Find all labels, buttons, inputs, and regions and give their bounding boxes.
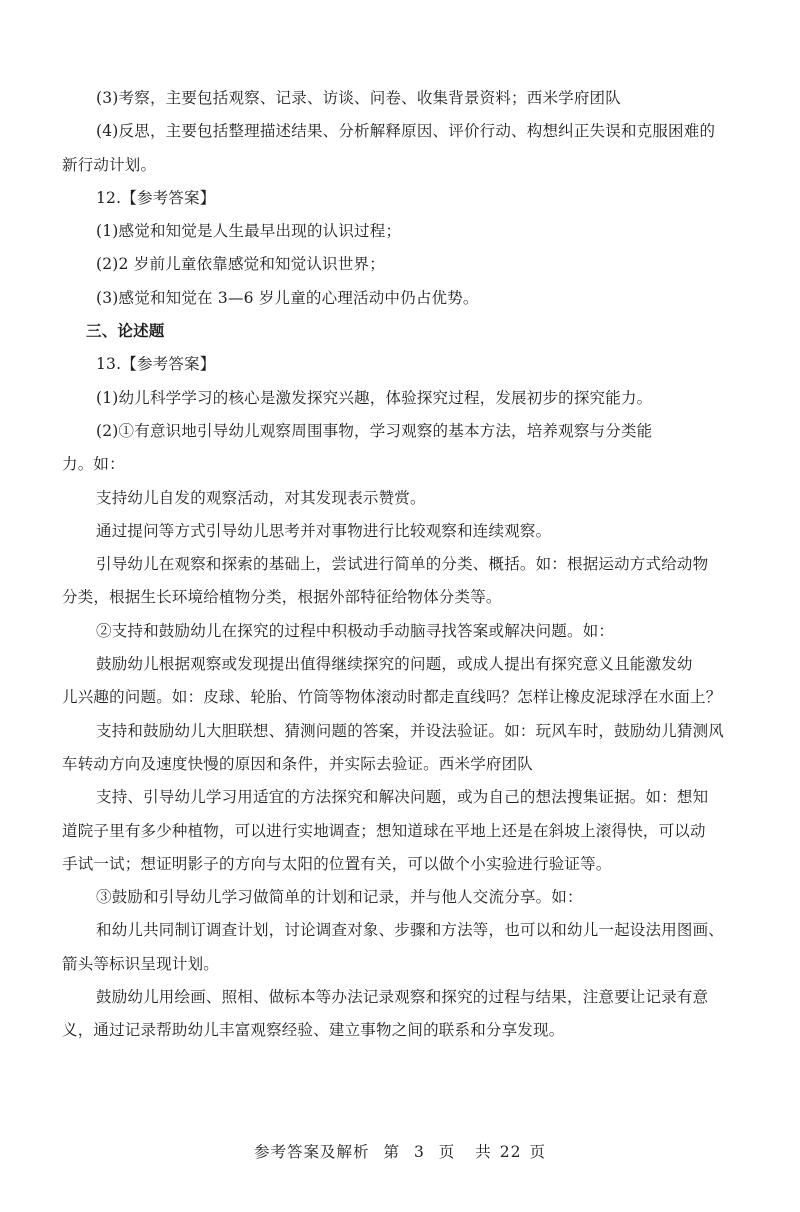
section-title-essay: 三、论述题 (86, 322, 165, 341)
text-line: (3)感觉和知觉在 3—6 岁儿童的心理活动中仍占优势。 (96, 288, 479, 307)
text-line: (2)2 岁前儿童依靠感觉和知觉认识世界； (96, 255, 385, 274)
section-heading-13: 13.【参考答案】 (96, 355, 216, 374)
text-line: ③鼓励和引导幼儿学习做简单的计划和记录，并与他人交流分享。如： (96, 888, 583, 907)
answer-content (62, 82, 725, 1048)
footer-total-prefix: 共 (475, 1143, 492, 1161)
page-footer (0, 1140, 800, 1162)
text-line: 车转动方向及速度快慢的原因和条件，并实际去验证。西米学府团队 (62, 754, 534, 773)
text-line: 鼓励幼儿根据观察或发现提出值得继续探究的问题，或成人提出有探究意义且能激发幼 (96, 655, 693, 674)
footer-page-unit: 页 (438, 1143, 456, 1161)
text-line: ②支持和鼓励幼儿在探究的过程中积极动手动脑寻找答案或解决问题。如： (96, 621, 615, 640)
text-line: 鼓励幼儿用绘画、照相、做标本等办法记录观察和探究的过程与结果，注意要让记录有意 (96, 988, 709, 1007)
text-line: 分类，根据生长环境给植物分类，根据外部特征给物体分类等。 (62, 588, 502, 607)
text-line: (2)①有意识地引导幼儿观察周围事物，学习观察的基本方法，培养观察与分类能 (96, 421, 653, 440)
text-line: 通过提问等方式引导幼儿思考并对事物进行比较观察和连续观察。 (96, 521, 552, 540)
footer-total-unit: 页 (529, 1143, 546, 1161)
text-line: 支持、引导幼儿学习用适宜的方法探究和解决问题，或为自己的想法搜集证据。如：想知 (96, 788, 709, 807)
footer-page-number: 3 (413, 1143, 425, 1161)
text-line: 义，通过记录帮助幼儿丰富观察经验、建立事物之间的联系和分享发现。 (62, 1021, 565, 1040)
text-line: (1)幼儿科学学习的核心是激发探究兴趣，体验探究过程，发展初步的探究能力。 (96, 388, 653, 407)
footer-page-prefix: 第 (383, 1143, 400, 1161)
text-line: 道院子里有多少种植物，可以进行实地调查；想知道球在平地上还是在斜坡上滚得快，可以动 (62, 821, 706, 840)
text-line: 力。如： (62, 455, 125, 474)
text-line: (3)考察，主要包括观察、记录、访谈、问卷、收集背景资料；西米学府团队 (96, 89, 621, 107)
text-line: 手试一试；想证明影子的方向与太阳的位置有关，可以做个小实验进行验证等。 (62, 854, 612, 873)
text-line: 支持幼儿自发的观察活动，对其发现表示赞赏。 (96, 488, 426, 507)
footer-label: 参考答案及解析 (254, 1143, 370, 1161)
text-line: 新行动计划。 (62, 155, 157, 174)
footer-total-pages: 22 (499, 1143, 522, 1161)
text-line: 和幼儿共同制订调查计划，讨论调查对象、步骤和方法等，也可以和幼儿一起设法用图画、 (96, 921, 725, 940)
text-line: (4)反思，主要包括整理描述结果、分析解释原因、评价行动、构想纠正失误和克服困难的 (96, 122, 716, 141)
text-line: 引导幼儿在观察和探索的基础上，尝试进行简单的分类、概括。如：根据运动方式给动物 (96, 555, 709, 574)
text-line: (1)感觉和知觉是人生最早出现的认识过程； (96, 222, 402, 241)
text-line: 箭头等标识呈现计划。 (62, 954, 220, 973)
section-heading-12: 12.【参考答案】 (96, 188, 216, 207)
text-line: 支持和鼓励幼儿大胆联想、猜测问题的答案，并设法验证。如：玩风车时，鼓励幼儿猜测风 (96, 721, 725, 740)
text-line: 儿兴趣的问题。如：皮球、轮胎、竹筒等物体滚动时都走直线吗？怎样让橡皮泥球浮在水面上？ (62, 688, 722, 707)
